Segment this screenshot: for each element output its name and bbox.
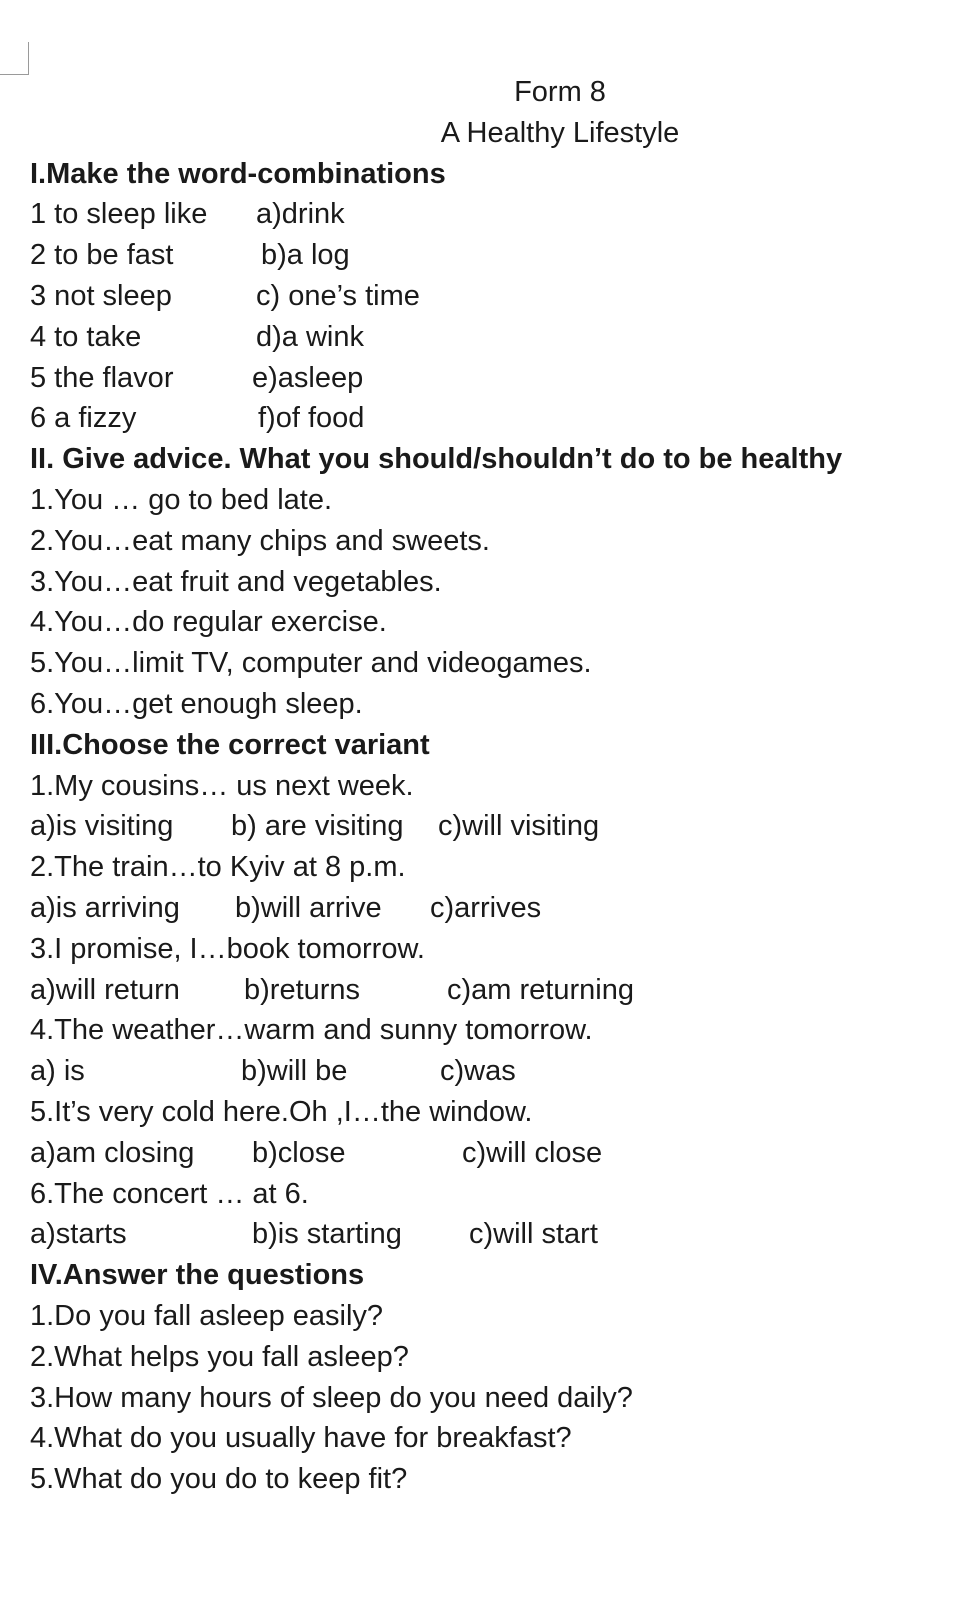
section-4-heading: IV.Answer the questions <box>30 1259 365 1292</box>
advice-item: 6.You…get enough sleep. <box>30 687 363 720</box>
row-right: f)of food <box>258 402 365 435</box>
options-row <box>30 1051 960 1092</box>
option-a: a)is visiting <box>30 810 174 843</box>
row-right: a)drink <box>256 198 345 231</box>
section-2-heading: II. Give advice. What you should/shouldn’t do to be healthy <box>30 443 843 476</box>
options-row <box>30 888 960 929</box>
row-left: 6 a fizzy <box>30 402 137 435</box>
question-item: 2.What helps you fall asleep? <box>30 1340 409 1373</box>
advice-item: 2.You…eat many chips and sweets. <box>30 524 490 557</box>
option-c: c)arrives <box>430 891 542 924</box>
option-b: b)will arrive <box>235 891 382 924</box>
option-a: a)is arriving <box>30 891 180 924</box>
option-b: b)will be <box>241 1055 348 1088</box>
option-c: c)will close <box>462 1136 603 1169</box>
row-right: c) one’s time <box>256 279 420 312</box>
row-left: 2 to be fast <box>30 239 174 272</box>
form-label: Form 8 <box>514 76 606 108</box>
question-text: 2.The train…to Kyiv at 8 p.m. <box>30 851 406 884</box>
option-b: b)is starting <box>252 1218 402 1251</box>
word-combination-row <box>30 398 960 439</box>
word-combination-row <box>30 194 960 235</box>
question-text: 3.I promise, I…book tomorrow. <box>30 932 425 965</box>
option-c: c)am returning <box>447 973 634 1006</box>
question-item: 4.What do you usually have for breakfast? <box>30 1422 572 1455</box>
option-c: c)will start <box>469 1218 598 1251</box>
question-item: 3.How many hours of sleep do you need daily? <box>30 1381 633 1414</box>
options-row <box>30 1214 960 1255</box>
row-right: e)asleep <box>252 361 364 394</box>
option-b: b)close <box>252 1136 346 1169</box>
word-combination-row <box>30 235 960 276</box>
advice-item: 3.You…eat fruit and vegetables. <box>30 565 442 598</box>
question-text: 6.The concert … at 6. <box>30 1177 309 1210</box>
page-corner-mark <box>0 42 29 75</box>
row-left: 4 to take <box>30 320 142 353</box>
question-text: 5.It’s very cold here.Oh ,I…the window. <box>30 1095 533 1128</box>
row-left: 1 to sleep like <box>30 198 208 231</box>
option-a: a) is <box>30 1055 85 1088</box>
options-row <box>30 970 960 1011</box>
question-text: 1.My cousins… us next week. <box>30 769 414 802</box>
word-combination-row <box>30 317 960 358</box>
row-right: b)a log <box>261 239 350 272</box>
question-item: 5.What do you do to keep fit? <box>30 1463 408 1496</box>
option-c: c)will visiting <box>438 810 600 843</box>
row-left: 5 the flavor <box>30 361 174 394</box>
page-title: A Healthy Lifestyle <box>440 116 680 149</box>
option-a: a)starts <box>30 1218 127 1251</box>
advice-item: 1.You … go to bed late. <box>30 483 333 516</box>
question-item: 1.Do you fall asleep easily? <box>30 1299 384 1332</box>
section-1-heading: I.Make the word-combinations <box>30 157 446 190</box>
row-right: d)a wink <box>256 320 364 353</box>
advice-item: 5.You…limit TV, computer and videogames. <box>30 647 592 680</box>
word-combination-row <box>30 276 960 317</box>
question-text: 4.The weather…warm and sunny tomorrow. <box>30 1014 593 1047</box>
option-c: c)was <box>440 1055 516 1088</box>
option-a: a)am closing <box>30 1136 195 1169</box>
word-combination-row <box>30 358 960 399</box>
section-3-heading: III.Choose the correct variant <box>30 728 430 761</box>
option-b: b) are visiting <box>231 810 404 843</box>
row-left: 3 not sleep <box>30 279 172 312</box>
option-a: a)will return <box>30 973 180 1006</box>
options-row <box>30 1133 960 1174</box>
option-b: b)returns <box>244 973 361 1006</box>
worksheet-page <box>30 72 960 1500</box>
options-row <box>30 806 960 847</box>
advice-item: 4.You…do regular exercise. <box>30 606 387 639</box>
